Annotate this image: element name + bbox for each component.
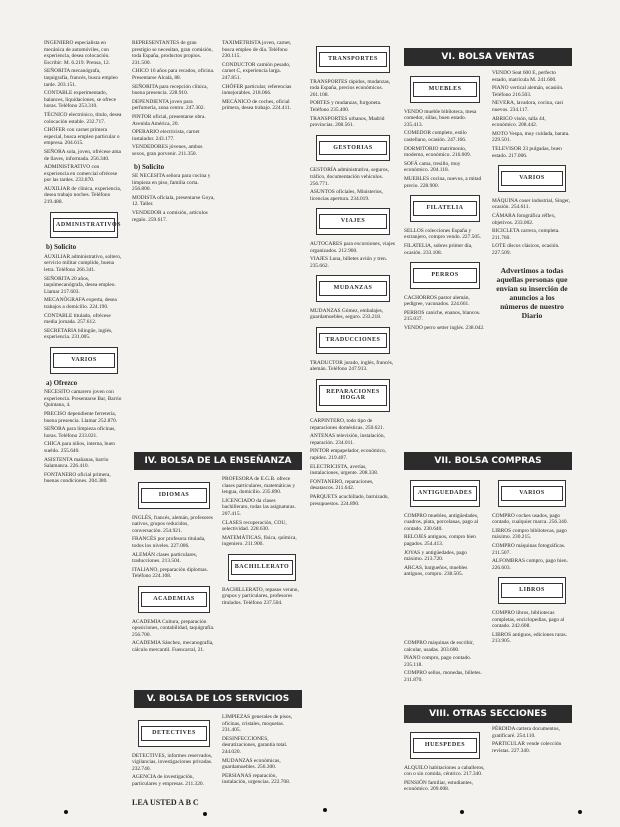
classified-ad: AUXILIAR administrativo, soltero, servicio militar cumplido, buena letra. Teléfono 266.341. [44, 253, 122, 274]
classified-list [310, 360, 396, 373]
box-traducciones: TRADUCCIONES [316, 327, 390, 354]
classified-ad: ELECTRICISTA, averías, instalaciones, urgente. 208.338. [310, 463, 379, 477]
classified-ad: CONTABLE titulado, ofrécese media jornada. 257.612. [44, 312, 111, 326]
classified-list [404, 640, 486, 684]
registration-mark [203, 812, 207, 816]
section-banner-servicios: V. BOLSA DE LOS SERVICIOS [134, 690, 302, 708]
column-5-lower [404, 474, 486, 580]
classified-ad: FRANCÉS por profesora titulada, todos los niveles. 227.006. [132, 536, 206, 549]
classified-ad: CLASES recuperación, COU, selectividad. 228.630. [222, 519, 287, 533]
classified-ad: MATEMÁTICAS, física, química, ingeniero. 211.900. [222, 534, 297, 548]
registration-mark [578, 810, 582, 814]
column-4 [310, 40, 396, 509]
classified-ad: ALFOMBRAS compro, pago bien. 226.603. [492, 558, 568, 571]
column-2-lower [132, 476, 216, 656]
column-2 [132, 40, 216, 225]
column-2-bottom [132, 714, 216, 790]
box-viajes: VIAJES [316, 208, 390, 235]
classified-ad: LICENCIADO da clases bachillerato, todas las asignaturas. 207.415. [222, 497, 296, 517]
classified-ad: CONTABLE experimentado, balances, liquidaciones, se ofrece horas. Teléfono 253.310. [44, 90, 116, 110]
classified-ad: MÁQUINA coser industrial, Singer, ocasión. 254.611. [492, 197, 571, 211]
column-3 [222, 40, 300, 114]
box-varios-compras: VARIOS [498, 480, 566, 507]
classified-list [310, 308, 396, 321]
classified-list [492, 726, 572, 754]
classified-ad: SELLOS colecciones España y extranjero, compro vendo. 227.505. [404, 227, 482, 241]
classified-list [492, 198, 572, 257]
classified-list [222, 587, 302, 607]
classified-ad: RELOJES antiguos, compro bien pagados. 254.413. [404, 534, 476, 547]
classified-ad: ASISTENTA mañanas, barrio Salamanca. 226.410. [44, 456, 109, 470]
classified-ad: SEÑORA para limpieza oficinas, horas. Teléfono 233.021. [44, 426, 116, 439]
classified-ad: INGENIERO especialista en mecánica de automóviles, con experiencia, desea colocación. Escribir: M. 6.219. Prensa, 12. [44, 40, 111, 66]
classified-ad: ARCAS, bargueños, muebles antiguos, compro. 238.505. [404, 564, 468, 578]
box-antiguedades: ANTIGUEDADES [410, 480, 480, 507]
classified-ad: CARPINTERO, todo tipo de reparaciones domésticas. 250.621. [310, 418, 385, 431]
classified-ad: GESTORÍA administrativa, seguros, tráfico, documentación vehículos. 256.771. [310, 167, 389, 187]
registration-mark [323, 808, 327, 812]
bottom-line: LEA USTED A B C [132, 798, 199, 807]
classified-ad: VENDEDOR a comisión, artículos regalo. 259.617. [132, 210, 208, 223]
classified-ad: VENDO mueble biblioteca, mesa comedor, sillas, buen estado. 235.413. [404, 108, 477, 128]
classified-ad: MUEBLES cocina, nuevos, a mitad precio. 228.900. [404, 175, 482, 189]
classified-list [492, 513, 572, 572]
classified-ad: MUDANZAS Gómez, embalajes, guardamuebles, seguro. 233.218. [310, 307, 384, 321]
classified-ad: ASUNTOS oficiales, Ministerios, licencias apertura. 234.019. [310, 189, 383, 202]
classified-list [132, 40, 216, 158]
classified-ad: FILATELIA, sobres primer día, ocasión. 233.108. [404, 242, 473, 256]
classified-ad: SECRETARIA bilingüe, inglés, experiencia. 231.005. [44, 327, 113, 341]
registration-mark [64, 810, 68, 814]
box-bachillerato: BACHILLERATO [228, 554, 296, 581]
classified-ad: PINTOR oficial, presentarse obra. Avenida América, 20. [132, 113, 206, 127]
classified-list [404, 765, 486, 793]
classified-ad: MOTO Vespa, muy cuidada, barata. 229.501. [492, 130, 570, 144]
classified-ad: ALQUILO habitaciones a caballeros, con o sin comida, céntrico. 217.340. [404, 764, 485, 778]
classified-list [310, 79, 396, 129]
classified-ad: DESINFECCIONES, desratizaciones, garantía total. 244.020. [222, 735, 288, 755]
classified-ad: INGLÉS, francés, alemán, profesores nativos, grupos reducidos, conversación. 254.921. [132, 514, 213, 534]
classified-ad: TAXIMETRISTA joven, carnet, busca empleo de día. Teléfono 230.115. [222, 40, 292, 60]
box-muebles: MUEBLES [410, 76, 480, 103]
classified-ad: LIBROS antiguos, ediciones raras. 213.905. [492, 631, 568, 645]
box-transportes: TRANSPORTES [316, 46, 390, 73]
classified-ad: TRANSPORTES rápidos, mudanzas, toda España, precios económicos. 261.108. [310, 78, 391, 98]
classified-list [132, 515, 216, 580]
section-banner-compras: VII. BOLSA COMPRAS [404, 452, 572, 470]
subhead-ofrezco: a) Ofrezco [46, 378, 78, 387]
box-huespedes: HUESPEDES [410, 732, 480, 759]
classified-ad: SEÑORITA para recepción clínica, buena presencia. 228.910. [132, 83, 208, 97]
column-3-lower [222, 476, 302, 608]
classified-ad: CONDUCTOR camión pesado, carnet C, experiencia larga. 247.851. [222, 61, 291, 81]
classified-ad: DORMITORIO matrimonio, moderno, económico. 216.009. [404, 145, 472, 159]
column-6-bottom [492, 726, 572, 756]
section-banner-otras: VIII. OTRAS SECCIONES [404, 705, 572, 723]
classified-ad: REPRESENTANTES de gran prestigio se necesitan, gran comisión, toda España, productos propios. 231.500. [132, 40, 213, 66]
classified-ad: PARTICULAR vende colección revistas. 227.340. [492, 741, 562, 754]
box-mudanzas: MUDANZAS [316, 275, 390, 302]
classified-ad: CHÓFER con carnet primera especial, busca empleo particular o empresa. 204.615. [44, 127, 120, 147]
classified-list [404, 513, 486, 578]
classified-ad: PENSIÓN familiar, estudiantes, económico. 209.008. [404, 779, 473, 793]
classified-list [492, 70, 572, 159]
classified-ad: CÁMARA fotográfica réflex, objetivos. 233.002. [492, 212, 556, 226]
classified-ad: MECANÓGRAFA experta, desea trabajos a domicilio. 224.190. [44, 297, 117, 310]
box-filatelia: FILATELIA [410, 195, 480, 222]
classified-ad: PORTES y mudanzas, furgoneta. Teléfono 235.400. [310, 100, 382, 113]
classified-ad: DEPENDIENTA joven para perfumería, zona centro. 247.302. [132, 98, 205, 112]
classified-ad: ABRIGO visón, talla 44, económico. 208.442. [492, 115, 546, 129]
box-academias: ACADEMIAS [138, 586, 210, 613]
classified-ad: VENDO Seat 600 E, perfecto estado, matrícula M. 241.600. [492, 70, 557, 83]
classified-list [310, 418, 396, 507]
classified-ad: COMEDOR completo, estilo castellano, ocasión. 247.166. [404, 130, 467, 143]
classified-list [132, 619, 216, 654]
classified-ad: JOYAS y antigüedades, pago máximo. 213.720. [404, 549, 467, 563]
column-5-mid [404, 640, 486, 686]
classified-ad: TÉCNICO electrónico, título, desea colocación estable. 232.717. [44, 111, 122, 125]
registration-mark [460, 810, 464, 814]
classified-list [404, 109, 486, 190]
column-6-lower [492, 474, 572, 647]
classified-ad: AUXILIAR de clínica, experiencia, desea trabajo noches. Teléfono 219.488. [44, 185, 122, 206]
box-varios: VARIOS [50, 347, 118, 374]
classified-ad: FONTANERO oficial primera, buenas condiciones. 204.380. [44, 471, 111, 485]
classified-ad: BICICLETA carrera, completa. 211.760. [492, 228, 560, 241]
classified-ad: LIBROS compro bibliotecas, pago máximo. 230.215. [492, 527, 567, 541]
classified-ad: MODISTA oficiala, presentarse Goya, 12. Taller. [132, 194, 215, 208]
section-banner-ventas: VI. BOLSA VENTAS [404, 48, 572, 66]
classified-ad: CHICO 16 años para recados, oficina. Presentarse Alcalá, 88. [132, 68, 215, 81]
classified-list [310, 167, 396, 202]
column-6 [492, 70, 572, 330]
subhead-solicito: b) Solicito [46, 243, 77, 252]
classified-list [132, 753, 216, 788]
box-varios-ventas: VARIOS [498, 165, 566, 192]
classified-ad: COMPRO máquinas de escribir, calcular, usadas. 203.600. [404, 640, 474, 653]
classified-ad: PIANO vertical alemán, ocasión. Teléfono 216.503. [492, 85, 564, 98]
classified-ad: NEVERA, lavadora, cocina, casi nuevos. 234.117. [492, 100, 563, 113]
classified-ad: MUDANZAS económicas, guardamuebles. 256.300. [222, 757, 281, 771]
classified-ad: LIMPIEZAS generales de pisos, oficinas, cristales, moquetas. 231.405. [222, 714, 293, 734]
classified-ad: COMPRO máquinas fotográficas. 211.507. [492, 542, 566, 556]
classified-list [492, 610, 572, 645]
classified-ad: VENDEDORES jóvenes, ambos sexos, gran porvenir. 211.350. [132, 144, 203, 157]
classified-list [310, 241, 396, 269]
classified-ad: COMPRO sellos, monedas, billetes. 211.870. [404, 670, 482, 683]
box-detectives: DETECTIVES [138, 720, 210, 747]
classified-ad: CHÓFER particular, referencias inmejorables. 218.066. [222, 83, 292, 97]
classified-ad: ALEMÁN clases particulares, traducciones. 213.504. [132, 551, 198, 565]
classified-ad: PINTOR empapelador, económico, rapidez. 219.407. [310, 448, 387, 461]
classified-ad: SE NECESITA señora para cocina y limpieza en piso, familia corta. 256.800. [132, 173, 211, 193]
column-5-bottom [404, 726, 486, 795]
classified-list [132, 173, 216, 223]
classified-ad: CACHORROS pastor alemán, pedigree, vacunados. 224.661. [404, 294, 470, 308]
classified-ad: FONTANERO, reparaciones, desatascos. 211.642. [310, 478, 374, 492]
classified-ad: SEÑORA sola, joven, ofrécese ama de llaves, informada. 256.340. [44, 148, 121, 162]
classified-list [222, 476, 302, 548]
box-gestorias: GESTORIAS [316, 135, 390, 162]
box-administrativos: ADMINISTRATIVOS [50, 212, 118, 239]
classified-ad: PARQUETS acuchillado, barnizado, presupuestos. 224.890. [310, 493, 389, 507]
classified-ad: DETECTIVES, informes reservados, vigilancias, investigaciones privadas. 232.740. [132, 752, 213, 772]
classified-ad: SEÑORITA 20 años, taquimecanógrafa, desea empleo. Llamar 217.603. [44, 275, 116, 295]
classified-ad: COMPRO libros, bibliotecas completas, enciclopedias, pago al contado. 242.608. [492, 609, 565, 630]
classified-ad: CHICA para niños, interna, buen sueldo. 255.640. [44, 441, 115, 454]
classified-ad: TRANSPORTES urbanos, Madrid provincias. 208.561. [310, 115, 385, 129]
classified-ad: VENDO perro setter inglés. 238.042. [404, 325, 485, 332]
classified-ad: COMPRO muebles, antigüedades, cuadros, plata, porcelanas, pago al contado. 230.640. [404, 512, 479, 532]
classified-list [44, 40, 124, 206]
classified-ad: NECESITO camarero joven con experiencia. Presentarse Bar, Barrio Quintana, 4. [44, 389, 122, 409]
classified-ad: PROFESORA de E.G.B. ofrece clases particulares, matemáticas y lengua, domicilio. 235.890. [222, 476, 296, 496]
classified-ad: PERROS caniche, enanos, blancos. 215.037. [404, 309, 481, 323]
section-banner-ensenanza: IV. BOLSA DE LA ENSEÑANZA [134, 452, 302, 470]
box-idiomas: IDIOMAS [138, 482, 210, 509]
classified-ad: OPERARIO electricista, carnet instalador. 243.177. [132, 129, 200, 142]
classified-ad: ACADEMIA Cultura, preparación oposiciones, contabilidad, taquigrafía. 256.700. [132, 618, 215, 638]
classified-ad: SEÑORITA mecanógrafa, taquigrafía, francés, busca empleo tarde. 203.151. [44, 68, 118, 88]
classified-ad: BACHILLERATO, repasos verano, grupos y particulares, profesores titulados. Teléfono 237.504. [222, 586, 299, 606]
classified-ad: PIANO compro, pago contado. 235.118. [404, 655, 472, 668]
classified-ad: AGENCIA de investigación, particulares y empresas. 211.320. [132, 774, 204, 787]
classified-ad: VIAJES Luna, billetes avión y tren. 235.662. [310, 256, 388, 269]
classified-ad: TRADUCTOR jurado, inglés, francés, alemán. Teléfono 247.913. [310, 359, 394, 373]
classified-list [222, 714, 302, 786]
box-libros: LIBROS [498, 577, 566, 604]
column-5 [404, 70, 486, 334]
classified-ad: PRECISO dependiente ferretería, buena presencia. Llamar 252.870. [44, 410, 118, 424]
classified-ad: SOFÁ cama, tresillo, muy económico. 204.118. [404, 160, 461, 174]
classified-ad: ITALIANO, preparación diplomas. Teléfono 224.108. [132, 566, 208, 580]
classified-ad: LOTE discos clásicos, ocasión. 227.509. [492, 243, 560, 256]
classified-ad: ACADEMIA Sánchez, mecanografía, cálculo mercantil. Fuencarral, 21. [132, 640, 214, 653]
classified-list [44, 254, 124, 341]
classified-ad: ANTENAS televisión, instalación, reparación. 234.011. [310, 433, 385, 446]
classified-list [404, 295, 486, 332]
classified-ad: PERSIANAS reparación, instalación, urgencias. 222.708. [222, 772, 291, 786]
classified-list [222, 40, 300, 112]
classified-list [44, 389, 124, 485]
classified-ad: TELEVISOR 23 pulgadas, buen estado. 217.006. [492, 145, 562, 159]
classified-ad: PÉRDIDA cartera documentos, gratificaré. 254.110. [492, 726, 560, 739]
classified-ad: MECÁNICO de coches, oficial primera, desea trabajo. 224.411. [222, 98, 292, 112]
classified-ad: ADMINISTRATIVO con experiencia en comercial ofrécese por las tardes. 233.870. [44, 164, 118, 184]
column-1 [44, 40, 124, 487]
classified-ad: COMPRO coches usados, pago contado, cualquier marca. 256.340. [492, 512, 568, 526]
notice-advert: Advertimos a todas aquellas personas que envían su inserción de anuncios a los números de nuestro Diario [496, 266, 568, 321]
box-reparaciones-hogar: REPARACIONES HOGAR [316, 379, 390, 412]
classified-ad: AUTOCARES para excursiones, viajes organizados. 212.900. [310, 240, 395, 254]
subhead-solicito-2: b) Solicito [134, 162, 165, 171]
box-perros: PERROS [410, 262, 480, 289]
column-3-bottom [222, 714, 302, 788]
classified-list [404, 228, 486, 256]
